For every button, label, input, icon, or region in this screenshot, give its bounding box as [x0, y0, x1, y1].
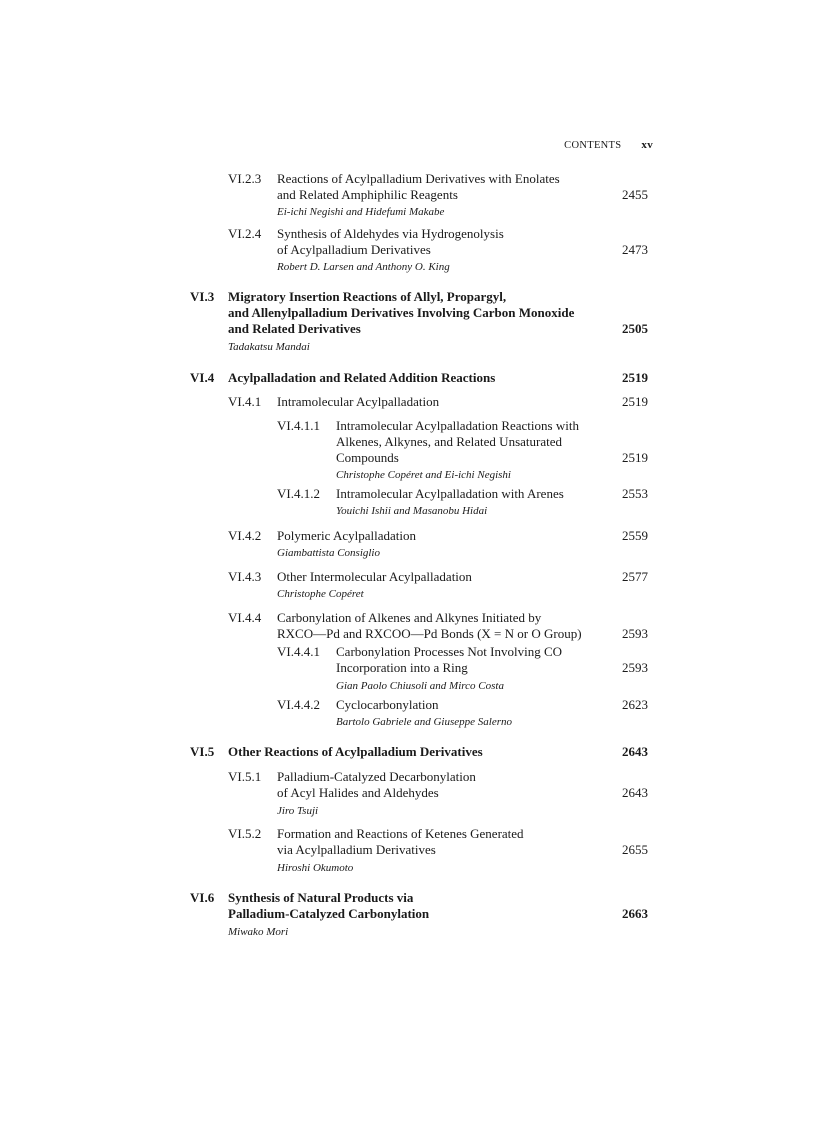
toc-number-vi24: VI.2.4 — [228, 226, 262, 241]
toc-title-vi411-line3: Compounds — [336, 450, 399, 465]
toc-page-vi412: 2553 — [622, 486, 648, 501]
toc-number-vi23: VI.2.3 — [228, 171, 262, 186]
toc-title-vi23-line2: and Related Amphiphilic Reagents — [277, 187, 458, 202]
toc-title-vi52-line2: via Acylpalladium Derivatives — [277, 842, 436, 857]
toc-title-vi24-line2: of Acylpalladium Derivatives — [277, 242, 431, 257]
toc-title-vi441-line1: Carbonylation Processes Not Involving CO — [336, 644, 563, 659]
toc-title-vi412: Intramolecular Acylpalladation with Arenes — [336, 486, 564, 501]
page-number: xv — [641, 139, 653, 151]
toc-authors-vi24: Robert D. Larsen and Anthony O. King — [277, 261, 450, 273]
toc-number-vi52: VI.5.2 — [228, 826, 262, 841]
toc-page-vi6: 2663 — [622, 906, 648, 921]
toc-authors-vi6: Miwako Mori — [228, 926, 289, 938]
toc-page-vi4: 2519 — [622, 370, 648, 385]
toc-title-vi3-line1: Migratory Insertion Reactions of Allyl, Propargyl, — [228, 289, 507, 304]
toc-title-vi51-line1: Palladium-Catalyzed Decarbonylation — [277, 769, 476, 784]
toc-number-vi41: VI.4.1 — [228, 394, 262, 409]
toc-number-vi411: VI.4.1.1 — [277, 418, 320, 433]
toc-page-vi44: 2593 — [622, 626, 648, 641]
toc-authors-vi411: Christophe Copéret and Ei-ichi Negishi — [336, 469, 511, 481]
toc-authors-vi23: Ei-ichi Negishi and Hidefumi Makabe — [277, 206, 445, 218]
toc-page-vi41: 2519 — [622, 394, 648, 409]
toc-title-vi5: Other Reactions of Acylpalladium Derivatives — [228, 744, 483, 759]
toc-authors-vi412: Youichi Ishii and Masanobu Hidai — [336, 505, 488, 517]
toc-title-vi3-line3: and Related Derivatives — [228, 321, 361, 336]
toc-title-vi52-line1: Formation and Reactions of Ketenes Generated — [277, 826, 524, 841]
toc-number-vi442: VI.4.4.2 — [277, 697, 320, 712]
toc-page-vi51: 2643 — [622, 785, 648, 800]
toc-number-vi5: VI.5 — [190, 744, 215, 759]
toc-title-vi411-line2: Alkenes, Alkynes, and Related Unsaturated — [336, 434, 562, 449]
toc-number-vi43: VI.4.3 — [228, 569, 262, 584]
toc-title-vi441-line2: Incorporation into a Ring — [336, 660, 468, 675]
toc-page-vi24: 2473 — [622, 242, 648, 257]
toc-authors-vi442: Bartolo Gabriele and Giuseppe Salerno — [336, 716, 512, 728]
toc-title-vi51-line2: of Acyl Halides and Aldehydes — [277, 785, 439, 800]
toc-authors-vi43: Christophe Copéret — [277, 588, 364, 600]
toc-title-vi41: Intramolecular Acylpalladation — [277, 394, 440, 409]
toc-page-vi23: 2455 — [622, 187, 648, 202]
toc-title-vi6-line1: Synthesis of Natural Products via — [228, 890, 414, 905]
toc-page-vi3: 2505 — [622, 321, 648, 336]
running-header — [564, 139, 653, 151]
toc-title-vi6-line2: Palladium-Catalyzed Carbonylation — [228, 906, 430, 921]
toc-title-vi442: Cyclocarbonylation — [336, 697, 439, 712]
toc-page-vi43: 2577 — [622, 569, 648, 584]
toc-title-vi24-line1: Synthesis of Aldehydes via Hydrogenolysis — [277, 226, 504, 241]
toc-authors-vi441: Gian Paolo Chiusoli and Mirco Costa — [336, 680, 504, 692]
toc-number-vi3: VI.3 — [190, 289, 215, 304]
toc-authors-vi42: Giambattista Consiglio — [277, 547, 380, 559]
toc-title-vi42: Polymeric Acylpalladation — [277, 528, 416, 543]
toc-number-vi44: VI.4.4 — [228, 610, 262, 625]
toc-authors-vi52: Hiroshi Okumoto — [277, 862, 354, 874]
toc-title-vi4: Acylpalladation and Related Addition Reactions — [228, 370, 496, 385]
toc-number-vi6: VI.6 — [190, 890, 215, 905]
header-label: CONTENTS — [564, 140, 622, 151]
toc-page-vi5: 2643 — [622, 744, 648, 759]
toc-title-vi43: Other Intermolecular Acylpalladation — [277, 569, 472, 584]
toc-title-vi3-line2: and Allenylpalladium Derivatives Involving Carbon Monoxide — [228, 305, 575, 320]
toc-number-vi441: VI.4.4.1 — [277, 644, 320, 659]
toc-title-vi44-line2: RXCO—Pd and RXCOO—Pd Bonds (X = N or O Group) — [277, 626, 582, 641]
toc-authors-vi3: Tadakatsu Mandai — [228, 341, 310, 353]
toc-number-vi42: VI.4.2 — [228, 528, 262, 543]
toc-page-vi442: 2623 — [622, 697, 648, 712]
toc-page-vi42: 2559 — [622, 528, 648, 543]
toc-page-vi441: 2593 — [622, 660, 648, 675]
toc-authors-vi51: Jiro Tsuji — [277, 805, 319, 817]
toc-number-vi51: VI.5.1 — [228, 769, 262, 784]
toc-page-vi411: 2519 — [622, 450, 648, 465]
toc-title-vi411-line1: Intramolecular Acylpalladation Reactions with — [336, 418, 579, 433]
toc-number-vi412: VI.4.1.2 — [277, 486, 320, 501]
toc-title-vi23-line1: Reactions of Acylpalladium Derivatives with Enolates — [277, 171, 560, 186]
toc-title-vi44-line1: Carbonylation of Alkenes and Alkynes Initiated by — [277, 610, 542, 625]
toc-page-vi52: 2655 — [622, 842, 648, 857]
toc-number-vi4: VI.4 — [190, 370, 215, 385]
